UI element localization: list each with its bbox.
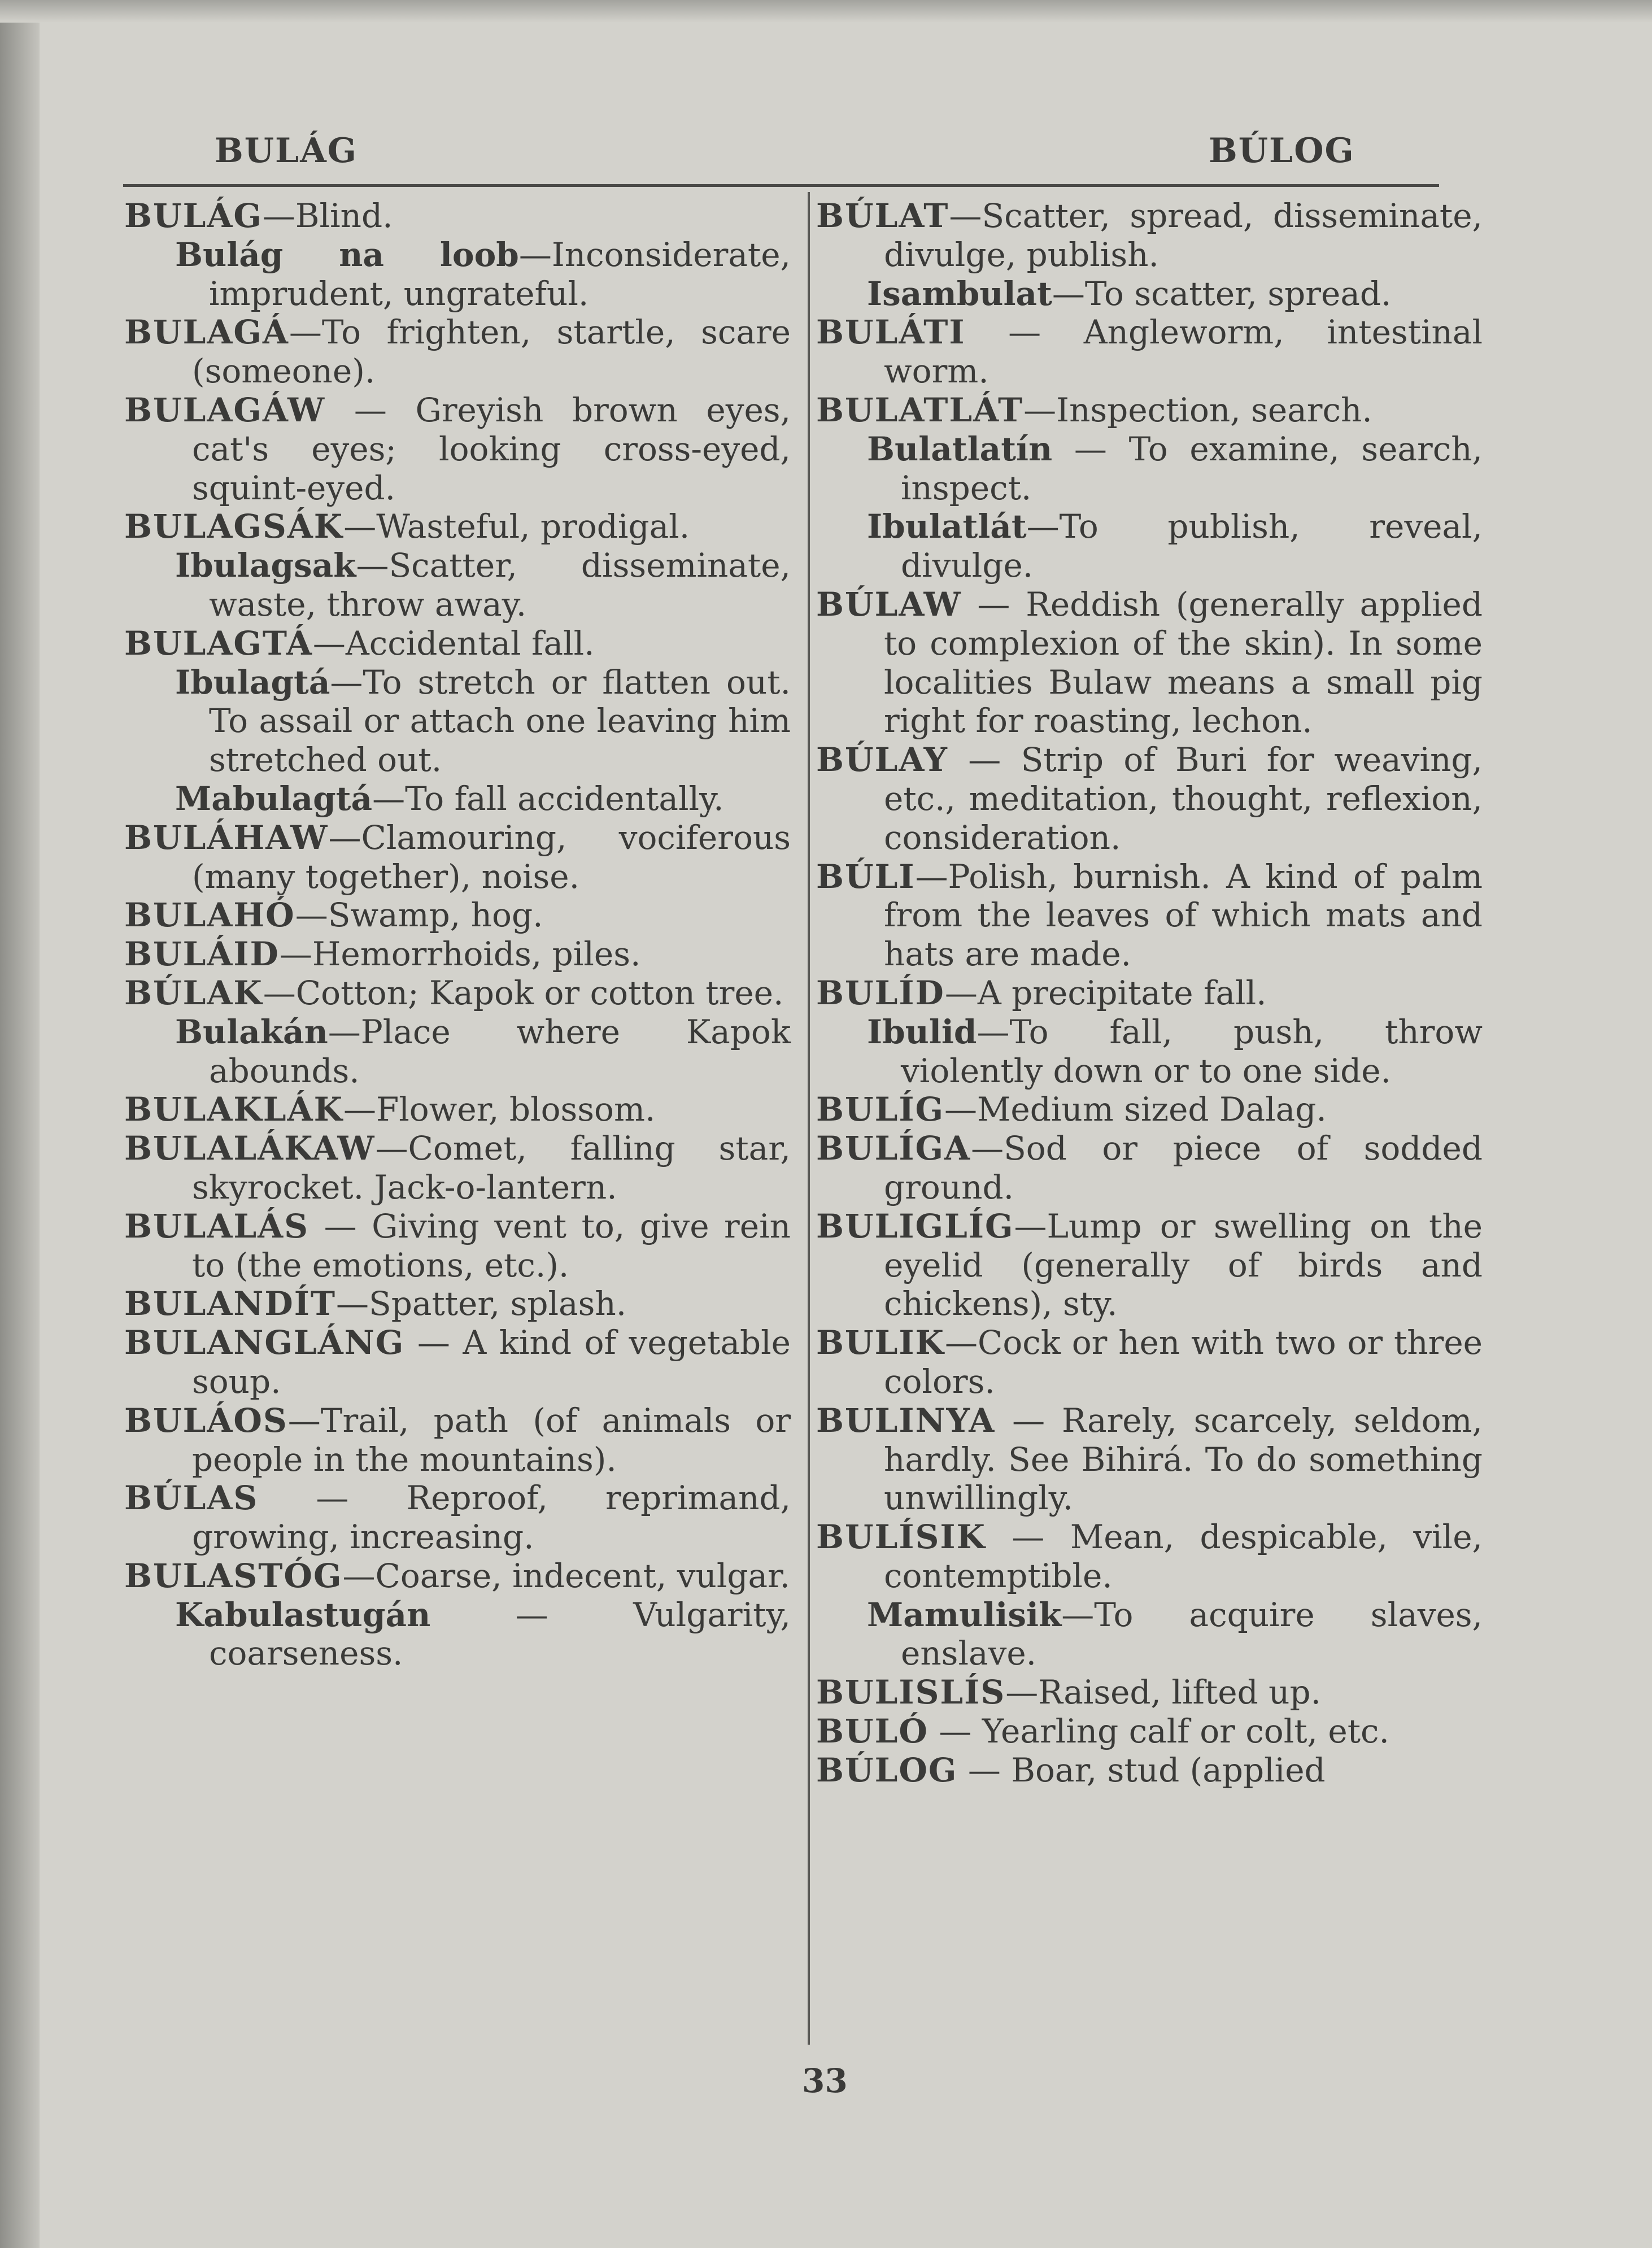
entry-term: BÚLAY [816, 740, 948, 779]
entry-term: BULIK [816, 1323, 945, 1362]
entry-definition: —To frighten, startle, scare (someone). [192, 313, 791, 391]
dictionary-entry [124, 1323, 791, 1401]
dictionary-entry [816, 1518, 1483, 1596]
entry-definition: —Spatter, splash. [336, 1284, 627, 1323]
entry-definition: —Hemorrhoids, piles. [279, 935, 641, 974]
entry-definition: —Inspection, search. [1023, 390, 1372, 429]
entry-definition: —Scatter, disseminate, waste, throw away. [209, 546, 791, 624]
entry-term: BULÁOS [124, 1401, 288, 1440]
entry-definition: —Inconsiderate, imprudent, ungrateful. [209, 235, 791, 313]
dictionary-entry [124, 1596, 791, 1674]
dictionary-entry [816, 740, 1483, 857]
entry-definition: —Place where Kapok abounds. [209, 1012, 791, 1090]
entry-term: BULIGLÍG [816, 1206, 1014, 1245]
entry-term: Ibulid [867, 1012, 977, 1051]
entry-term: BULAGSÁK [124, 507, 344, 546]
entry-definition: — To examine, search, inspect. [901, 429, 1483, 507]
entry-term: Ibulagtá [175, 663, 330, 702]
entry-term: BULÁID [124, 935, 280, 974]
dictionary-entry [124, 1013, 791, 1091]
dictionary-entry [816, 1751, 1483, 1790]
entry-definition: —To publish, reveal, divulge. [901, 507, 1483, 585]
entry-term: BULANDÍT [124, 1284, 336, 1323]
entry-term: BULÓ [816, 1712, 929, 1751]
dictionary-entry [124, 663, 791, 779]
entry-definition: —Raised, lifted up. [1005, 1673, 1322, 1712]
entry-definition: —To stretch or flatten out. To assail or attach one leaving him stretched out. [209, 663, 791, 779]
entry-term: Ibulagsak [175, 546, 356, 585]
entry-definition: —To acquire slaves, enslave. [901, 1595, 1483, 1673]
dictionary-entry [816, 974, 1483, 1013]
dictionary-entry [124, 1090, 791, 1129]
entry-term: Bulatlatín [867, 429, 1053, 468]
dictionary-entry [816, 1207, 1483, 1323]
entry-term: BULAGÁ [124, 313, 289, 352]
dictionary-entry [816, 1596, 1483, 1674]
entry-definition: —Accidental fall. [312, 624, 595, 663]
dictionary-entry [124, 624, 791, 663]
entry-term: BULALÁS [124, 1206, 310, 1245]
entry-definition: — Strip of Buri for weaving, etc., meditation, thought, reflexion, consideration. [884, 740, 1483, 857]
dictionary-entry [816, 1013, 1483, 1091]
entry-definition: —Flower, blossom. [343, 1090, 656, 1129]
dictionary-entry [124, 236, 791, 313]
entry-term: Bulakán [175, 1012, 328, 1051]
entry-definition: —Coarse, indecent, vulgar. [342, 1556, 790, 1595]
page-number: 33 [802, 2062, 848, 2100]
entry-definition: —A precipitate fall. [944, 973, 1267, 1012]
dictionary-entry [124, 1207, 791, 1285]
entry-term: BULÁTI [816, 313, 966, 352]
entry-term: Bulág na loob [175, 235, 519, 274]
entry-term: BULISLÍS [816, 1673, 1006, 1712]
entry-definition: —Comet, falling star, skyrocket. Jack-o-lantern. [192, 1129, 791, 1206]
entry-definition: —Cock or hen with two or three colors. [884, 1323, 1483, 1401]
dictionary-entry [816, 1129, 1483, 1207]
entry-definition: —Scatter, spread, disseminate, divulge, publish. [884, 197, 1483, 274]
entry-definition: — Vulgarity, coarseness. [209, 1595, 791, 1673]
entry-term: BULAHÓ [124, 896, 295, 935]
entry-term: Mamulisik [867, 1595, 1062, 1634]
entry-definition: — Rarely, scarcely, seldom, hardly. See Bihirá. To do something unwillingly. [884, 1401, 1483, 1518]
dictionary-entry [816, 507, 1483, 585]
running-head-left: BULÁG [215, 131, 358, 171]
dictionary-entry [816, 1323, 1483, 1401]
dictionary-entry [124, 1284, 791, 1323]
dictionary-entry [124, 896, 791, 935]
entry-definition: — Boar, stud (applied [957, 1750, 1326, 1789]
dictionary-entry [124, 391, 791, 507]
entry-definition: —To scatter, spread. [1052, 274, 1392, 313]
entry-definition: —To fall accidentally. [372, 779, 724, 818]
entry-term: BULASTÓG [124, 1556, 343, 1595]
entry-definition: —Cotton; Kapok or cotton tree. [263, 973, 784, 1012]
running-head-right: BÚLOG [1209, 131, 1355, 171]
entry-term: BULINYA [816, 1401, 996, 1440]
entry-definition: — Yearling calf or colt, etc. [928, 1712, 1389, 1751]
entry-term: BULÍSIK [816, 1518, 986, 1557]
entry-definition: — A kind of vegetable soup. [192, 1323, 791, 1401]
entry-term: BULÍG [816, 1090, 945, 1129]
header-rule [123, 184, 1439, 187]
dictionary-entry [816, 313, 1483, 391]
entry-definition: —Swamp, hog. [295, 896, 543, 935]
dictionary-entry [124, 935, 791, 974]
entry-term: BÚLI [816, 857, 916, 896]
dictionary-entry [124, 1557, 791, 1596]
dictionary-entry [816, 1090, 1483, 1129]
dictionary-entry [124, 546, 791, 624]
entry-definition: —Polish, burnish. A kind of palm from the leaves of which mats and hats are made. [884, 857, 1483, 974]
entry-definition: —Blind. [262, 197, 393, 235]
entry-definition: —Trail, path (of animals or people in the mountains). [192, 1401, 791, 1479]
entry-term: Mabulagtá [175, 779, 373, 818]
binding-shadow [0, 0, 40, 2248]
entry-term: Ibulatlát [867, 507, 1027, 546]
entry-term: BÚLAS [124, 1479, 259, 1518]
entry-definition: —Lump or swelling on the eyelid (generally of birds and chickens), sty. [884, 1206, 1483, 1323]
entry-term: BULAGÁW [124, 390, 326, 429]
dictionary-entry [124, 818, 791, 896]
entry-term: BULALÁKAW [124, 1129, 376, 1168]
dictionary-entry [124, 1129, 791, 1207]
dictionary-entry [124, 313, 791, 391]
entry-definition: —Sod or piece of sodded ground. [884, 1129, 1483, 1206]
entry-definition: —Wasteful, prodigal. [343, 507, 690, 546]
entry-term: BÚLAW [816, 585, 962, 624]
right-column [816, 197, 1483, 1790]
entry-term: BÚLAK [124, 973, 263, 1012]
entry-term: BULÁG [124, 197, 263, 235]
dictionary-entry [816, 430, 1483, 508]
entry-term: Kabulastugán [175, 1595, 431, 1634]
entry-definition: —Medium sized Dalag. [944, 1090, 1327, 1129]
entry-term: BULÍGA [816, 1129, 971, 1168]
dictionary-entry [816, 1401, 1483, 1518]
left-column [124, 197, 791, 1673]
entry-term: BÚLAT [816, 197, 949, 235]
dictionary-entry [816, 275, 1483, 313]
dictionary-entry [124, 197, 791, 236]
entry-definition: —Clamouring, vociferous (many together), noise. [192, 818, 791, 896]
entry-term: BULÁHAW [124, 818, 329, 857]
dictionary-entry [124, 1479, 791, 1557]
dictionary-entry [124, 507, 791, 546]
entry-term: BULAGTÁ [124, 624, 313, 663]
entry-term: BULANGLÁNG [124, 1323, 405, 1362]
entry-definition: — Angleworm, intestinal worm. [884, 313, 1483, 391]
entry-term: Isambulat [867, 274, 1052, 313]
entry-definition: — Greyish brown eyes, cat's eyes; looking cross-eyed, squint-eyed. [192, 390, 791, 507]
dictionary-entry [816, 1712, 1483, 1751]
entry-definition: — Reproof, reprimand, growing, increasing. [192, 1479, 791, 1557]
dictionary-entry [816, 1673, 1483, 1712]
dictionary-entry [816, 197, 1483, 275]
entry-definition: — Mean, despicable, vile, contemptible. [884, 1518, 1483, 1595]
dictionary-entry [124, 779, 791, 818]
dictionary-entry [124, 974, 791, 1013]
dictionary-entry [816, 391, 1483, 430]
entry-term: BULAKLÁK [124, 1090, 343, 1129]
entry-term: BULATLÁT [816, 390, 1024, 429]
entry-term: BÚLOG [816, 1750, 958, 1789]
column-divider [808, 192, 810, 2045]
top-edge-shadow [0, 0, 1652, 23]
dictionary-entry [816, 585, 1483, 740]
entry-definition: —To fall, push, throw violently down or to one side. [901, 1012, 1483, 1090]
entry-term: BULÍD [816, 973, 945, 1012]
dictionary-entry [124, 1401, 791, 1479]
dictionary-entry [816, 857, 1483, 974]
entry-definition: — Reddish (generally applied to complexion of the skin). In some localities Bulaw means a small pig right for roasting, lechon. [884, 585, 1483, 740]
entry-definition: — Giving vent to, give rein to (the emotions, etc.). [192, 1206, 791, 1284]
